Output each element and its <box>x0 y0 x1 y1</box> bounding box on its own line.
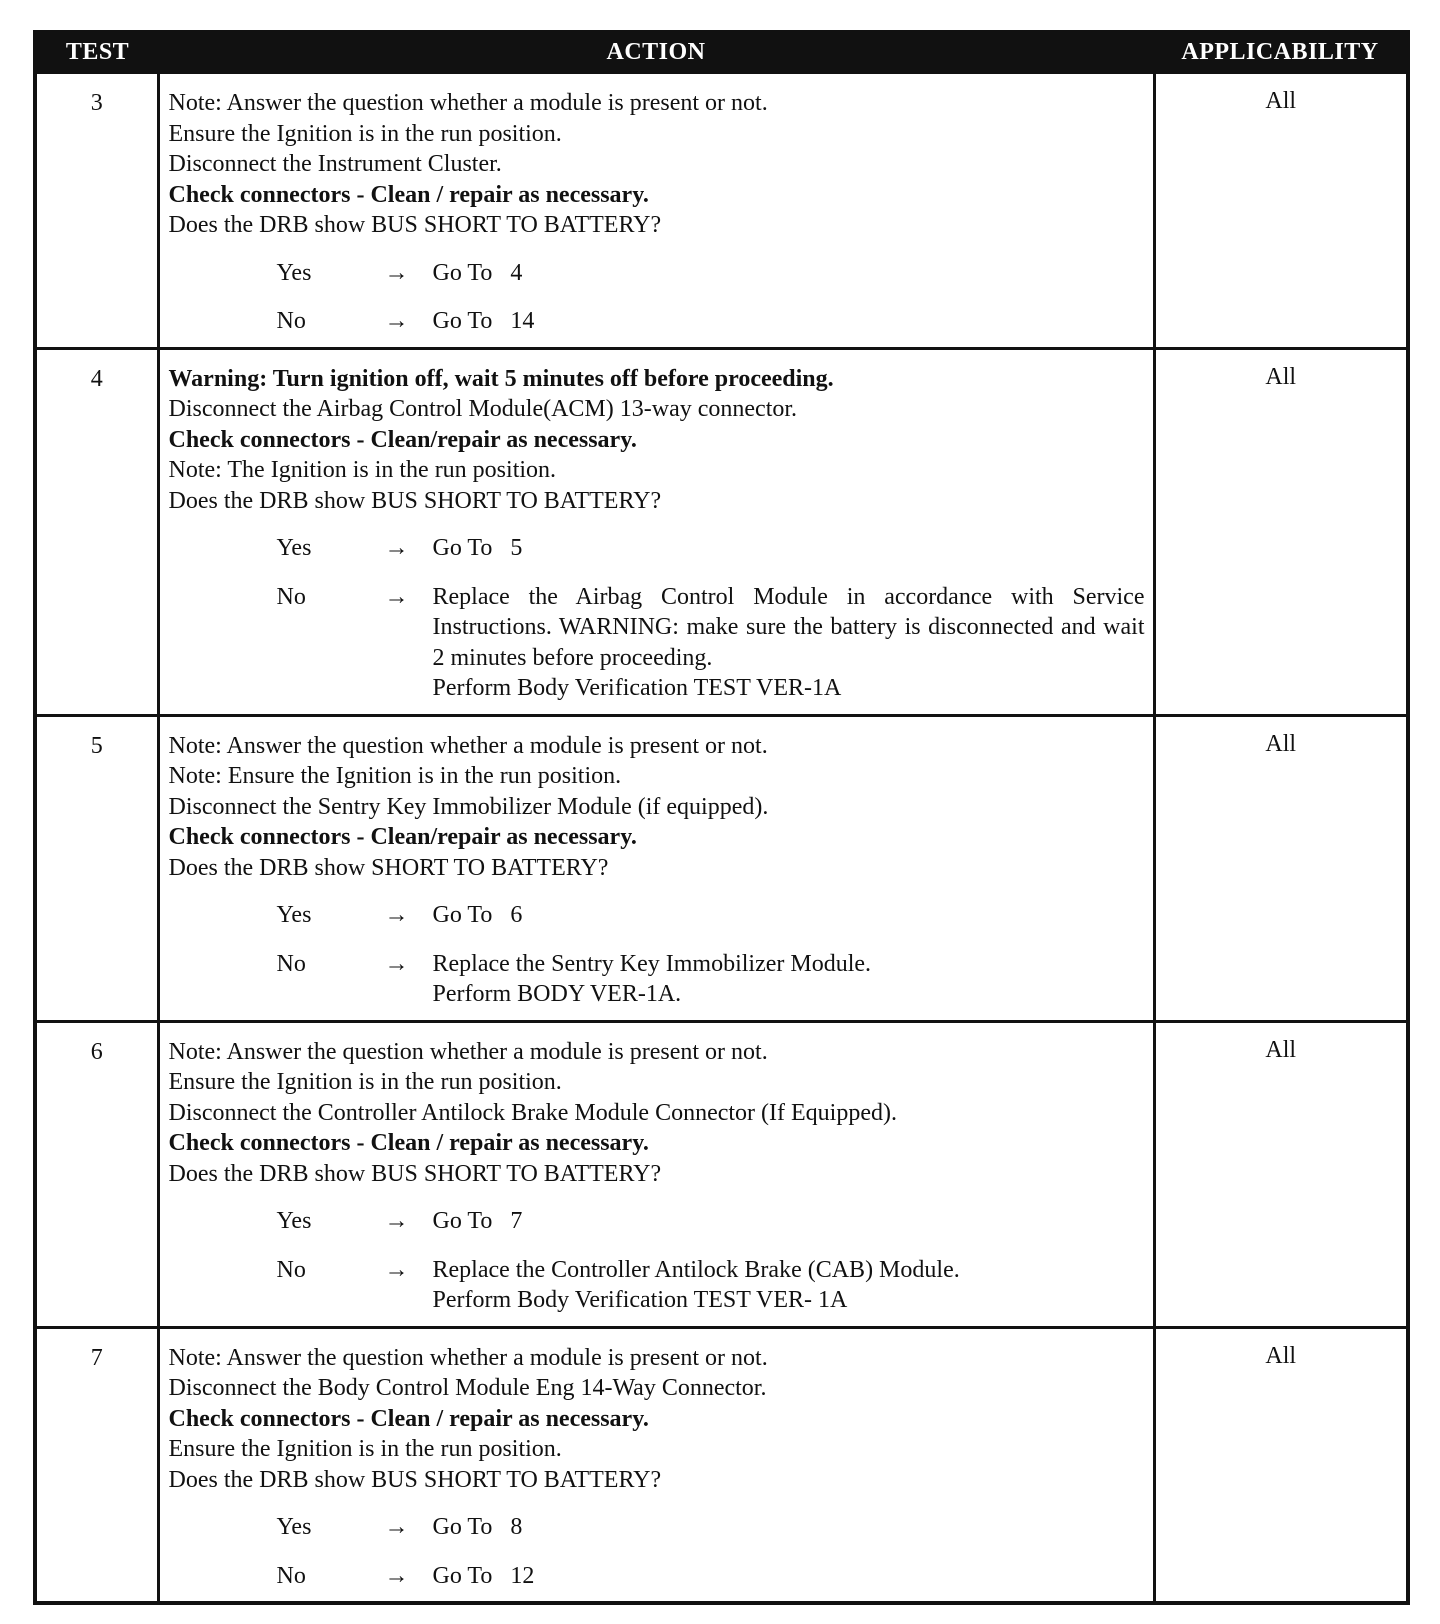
branch-outcome-line: Replace the Controller Antilock Brake (CAB) Module. <box>432 1256 960 1283</box>
branch-outcome-line: Go To 7 <box>432 1208 523 1234</box>
right-arrow-icon: → <box>384 535 409 561</box>
branch-outcome-line: Go To 6 <box>432 902 523 928</box>
instruction-line: Disconnect the Airbag Control Module(ACM) 13-way connector. <box>168 396 798 422</box>
branch-label: Yes <box>276 535 312 561</box>
branch-yes <box>169 1206 1145 1237</box>
branch-label: No <box>276 308 306 334</box>
branch-outcome-line: Perform Body Verification TEST VER-1A <box>432 675 842 701</box>
instruction-line: Ensure the Ignition is in the run position. <box>168 1436 562 1462</box>
branch-label: Yes <box>276 902 312 928</box>
action-steps <box>169 364 1145 517</box>
decision-branches <box>169 900 1145 1010</box>
action-steps <box>169 1343 1145 1496</box>
branch-no <box>169 1561 1145 1592</box>
instruction-line-emphasis: Check connectors - Clean / repair as necessary. <box>168 1405 649 1432</box>
branch-yes <box>169 533 1145 564</box>
action-steps <box>169 731 1145 884</box>
instruction-line: Does the DRB show BUS SHORT TO BATTERY? <box>168 1466 662 1493</box>
applicability-value: All <box>1154 73 1406 349</box>
branch-outcome-line: Go To 14 <box>432 308 535 334</box>
branch-outcome <box>433 1206 1145 1237</box>
column-header-applicability: APPLICABILITY <box>1154 34 1406 73</box>
branch-outcome <box>433 1512 1145 1543</box>
branch-outcome <box>433 1255 1145 1316</box>
branch-outcome-line: Perform BODY VER-1A. <box>432 981 682 1007</box>
instruction-line: Disconnect the Instrument Cluster. <box>168 151 502 177</box>
branch-outcome <box>433 533 1145 564</box>
applicability-value: All <box>1154 715 1406 1021</box>
diagnostic-test-table <box>33 30 1410 1605</box>
decision-branches <box>169 533 1151 704</box>
decision-branches <box>169 1512 1145 1591</box>
branch-outcome-line: Go To 8 <box>432 1514 523 1540</box>
test-row-5 <box>37 715 1406 1021</box>
action-cell <box>158 715 1154 1021</box>
instruction-line: Note: Answer the question whether a module is present or not. <box>168 1344 768 1371</box>
branch-yes <box>169 900 1145 931</box>
instruction-line: Disconnect the Sentry Key Immobilizer Module (if equipped). <box>168 793 769 820</box>
right-arrow-icon: → <box>384 259 409 286</box>
branch-label: No <box>276 1256 306 1283</box>
branch-no <box>169 949 1145 1010</box>
test-number: 4 <box>37 348 158 715</box>
decision-branches <box>169 1206 1145 1316</box>
branch-outcome-line: Replace the Sentry Key Immobilizer Module. <box>432 950 872 977</box>
table-header <box>37 34 1406 73</box>
right-arrow-icon: → <box>384 1562 409 1589</box>
instruction-line: Note: Answer the question whether a module is present or not. <box>168 90 768 116</box>
branch-label: Yes <box>276 259 312 286</box>
instruction-line: Disconnect the Controller Antilock Brake Module Connector (If Equipped). <box>168 1099 897 1126</box>
branch-yes <box>169 1512 1145 1543</box>
test-row-4 <box>37 348 1406 715</box>
right-arrow-icon: → <box>384 950 409 977</box>
instruction-line-emphasis: Check connectors - Clean / repair as necessary. <box>168 1130 649 1156</box>
branch-no <box>169 306 1145 337</box>
action-steps <box>169 88 1145 241</box>
applicability-value: All <box>1154 1021 1406 1327</box>
column-header-test: TEST <box>37 34 158 73</box>
column-header-action: ACTION <box>158 34 1154 73</box>
branch-outcome <box>433 258 1145 289</box>
instruction-line: Note: Ensure the Ignition is in the run position. <box>168 763 622 789</box>
branch-outcome <box>433 306 1145 337</box>
branch-outcome-line: Perform Body Verification TEST VER- 1A <box>432 1287 848 1313</box>
branch-no <box>169 582 1151 704</box>
branch-outcome <box>433 900 1145 931</box>
instruction-line: Ensure the Ignition is in the run position. <box>168 1069 562 1095</box>
test-number: 3 <box>37 73 158 349</box>
test-table <box>37 34 1406 1601</box>
instruction-line: Does the DRB show SHORT TO BATTERY? <box>168 854 609 881</box>
instruction-line: Note: The Ignition is in the run position. <box>168 457 557 483</box>
right-arrow-icon: → <box>384 1208 409 1234</box>
test-number: 6 <box>37 1021 158 1327</box>
header-row <box>37 34 1406 73</box>
branch-label: Yes <box>276 1208 312 1234</box>
applicability-value: All <box>1154 348 1406 715</box>
instruction-line: Ensure the Ignition is in the run position. <box>168 120 562 147</box>
instruction-line: Note: Answer the question whether a module is present or not. <box>168 1038 768 1065</box>
branch-outcome <box>433 1561 1145 1592</box>
action-cell <box>158 73 1154 349</box>
branch-label: No <box>276 950 306 977</box>
branch-outcome <box>433 949 1145 1010</box>
branch-outcome-line: Go To 4 <box>432 259 523 286</box>
instruction-line: Does the DRB show BUS SHORT TO BATTERY? <box>168 1160 662 1187</box>
decision-branches <box>169 258 1145 337</box>
instruction-line: Disconnect the Body Control Module Eng 14-Way Connector. <box>168 1375 767 1401</box>
applicability-value: All <box>1154 1327 1406 1601</box>
action-cell <box>158 1327 1154 1601</box>
branch-outcome-line: Replace the Airbag Control Module in accordance with Service Instructions. WARNING: make sure the battery is disconnected and wait 2 minutes before proceeding. <box>432 583 1151 671</box>
action-cell <box>158 348 1154 715</box>
action-cell <box>158 1021 1154 1327</box>
right-arrow-icon: → <box>384 902 409 928</box>
branch-outcome-line: Go To 12 <box>432 1562 535 1589</box>
branch-label: No <box>276 583 306 610</box>
table-body <box>37 73 1406 1602</box>
test-row-7 <box>37 1327 1406 1601</box>
branch-yes <box>169 258 1145 289</box>
right-arrow-icon: → <box>384 583 409 610</box>
action-steps <box>169 1037 1145 1190</box>
test-number: 7 <box>37 1327 158 1601</box>
test-number: 5 <box>37 715 158 1021</box>
branch-label: Yes <box>276 1514 312 1540</box>
instruction-line-emphasis: Warning: Turn ignition off, wait 5 minutes off before proceeding. <box>168 365 834 392</box>
right-arrow-icon: → <box>384 308 409 334</box>
instruction-line-emphasis: Check connectors - Clean/repair as necessary. <box>168 426 637 453</box>
instruction-line: Does the DRB show BUS SHORT TO BATTERY? <box>168 212 662 238</box>
instruction-line-emphasis: Check connectors - Clean/repair as necessary. <box>168 824 637 850</box>
test-row-3 <box>37 73 1406 349</box>
instruction-line-emphasis: Check connectors - Clean / repair as necessary. <box>168 181 649 208</box>
test-row-6 <box>37 1021 1406 1327</box>
right-arrow-icon: → <box>384 1256 409 1283</box>
right-arrow-icon: → <box>384 1514 409 1540</box>
branch-outcome <box>432 582 1151 704</box>
branch-label: No <box>276 1562 306 1589</box>
branch-no <box>169 1255 1145 1316</box>
instruction-line: Does the DRB show BUS SHORT TO BATTERY? <box>168 487 662 514</box>
branch-outcome-line: Go To 5 <box>432 535 523 561</box>
instruction-line: Note: Answer the question whether a module is present or not. <box>168 732 768 759</box>
